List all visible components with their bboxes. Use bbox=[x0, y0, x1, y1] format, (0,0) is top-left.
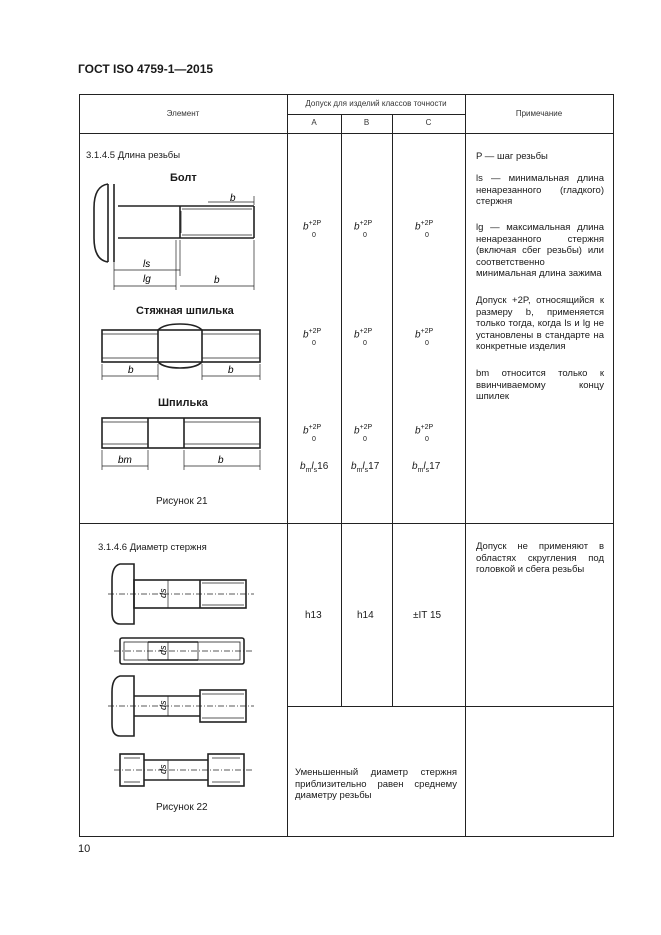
label-tie-stud: Стяжная шпилька bbox=[136, 305, 234, 317]
note-bm: bm относится только к ввинчиваемому концу шпилек bbox=[476, 368, 604, 402]
dim-lg: lg bbox=[143, 274, 151, 285]
dim-b-tie-right: b bbox=[228, 365, 234, 376]
column-header-class-b: B bbox=[363, 118, 370, 127]
bolt-head bbox=[94, 184, 114, 262]
document-header: ГОСТ ISO 4759-1—2015 bbox=[78, 62, 214, 76]
column-header-element: Элемент bbox=[166, 109, 200, 118]
column-header-tolerance: Допуск для изделий классов точности bbox=[305, 99, 447, 108]
dim-b-tie-left: b bbox=[128, 365, 134, 376]
section-title-thread-length: 3.1.4.5 Длина резьбы bbox=[86, 150, 181, 161]
column-header-class-a: A bbox=[311, 118, 317, 127]
dim-ds-1: ds bbox=[158, 588, 168, 598]
label-bolt: Болт bbox=[170, 172, 197, 184]
note-rounding-areas: Допуск не применяют в областях скругления под головкой и сбега резьбы bbox=[476, 541, 604, 575]
page-number: 10 bbox=[78, 843, 91, 855]
column-header-note: Примечание bbox=[515, 109, 563, 118]
dim-b-bolt-thread: b bbox=[214, 275, 220, 286]
tolerance-class-b-h14: h14 bbox=[357, 610, 374, 621]
note-reduced-diameter: Уменьшенный диаметр стержня приблизительно равен среднему диаметру резьбы bbox=[295, 767, 457, 801]
note-ls: ls — минимальная длина ненарезанного (гладкого) стержня bbox=[476, 173, 604, 207]
dim-ds-3: ds bbox=[158, 700, 168, 710]
column-header-class-c: C bbox=[425, 118, 432, 127]
note-tolerance-2p: Допуск +2P, относящийся к размеру b, применяется только тогда, когда ls и lg не установлены в стандарте на конкретные изделия bbox=[476, 295, 604, 352]
figure-21-caption: Рисунок 21 bbox=[156, 496, 208, 507]
dim-bm: bm bbox=[118, 455, 132, 466]
note-pitch: P — шаг резьбы bbox=[476, 151, 548, 162]
tolerance-class-a-h13: h13 bbox=[305, 610, 322, 621]
dim-b-bolt: b bbox=[230, 193, 236, 204]
tolerance-class-c-it15: ±IT 15 bbox=[413, 610, 442, 621]
section-title-shank-diameter: 3.1.4.6 Диаметр стержня bbox=[98, 542, 207, 553]
dim-ds-4: ds bbox=[158, 764, 168, 774]
figure-22-caption: Рисунок 22 bbox=[156, 802, 208, 813]
note-lg: lg — максимальная длина ненарезанного стержня (включая сбег резьбы) или соответственно минимальная длина зажима bbox=[476, 222, 604, 279]
dim-ls: ls bbox=[143, 259, 151, 270]
dim-b-stud: b bbox=[218, 455, 224, 466]
label-stud: Шпилька bbox=[158, 397, 208, 409]
dim-ds-2: ds bbox=[158, 645, 168, 655]
figure-21-drawing bbox=[88, 178, 284, 478]
figure-22-drawing bbox=[108, 560, 258, 796]
